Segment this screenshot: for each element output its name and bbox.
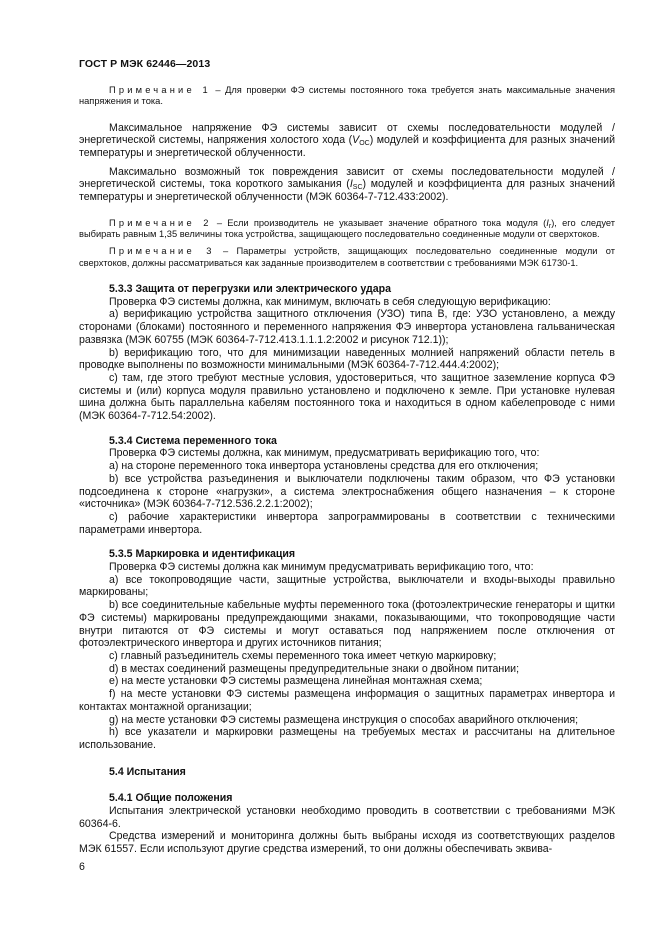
note-3-text: – Параметры устройств, защищающих последовательно соединенные модули от сверхтоков, должны рассматриваться как заданные производителем в соответствии с требованиями МЭК 61730-1. [79, 246, 616, 268]
section-heading-5-4: 5.4 Испытания [109, 765, 186, 778]
note-1 [79, 85, 615, 108]
symbol-i: I [349, 178, 353, 191]
symbol-i: I [546, 217, 549, 228]
symbol-v: V [352, 134, 360, 147]
paragraph-text: ) модулей и коэффициента для разных значений температуры и энергетической облученности (МЭК 60364-7-712.433:2002). [79, 178, 615, 204]
section-5-3-5-item-b: b) все соединительные кабельные муфты переменного тока (фотоэлектрические генераторы и щитки ФЭ системы) маркированы предупреждающими знаками, показывающими, что токопроводящие части внутри питаются от ФЭ системы и могут оставаться под напряжением после отключения от фотоэлектрического инвертора и других источников питания; [79, 599, 615, 650]
section-5-4-1-paragraph-2: Средства измерений и мониторинга должны быть выбраны исходя из соответствующих разделов МЭК 61557. Если используют другие средства измерений, то они должны обеспечивать эквива- [79, 830, 615, 856]
note-text: – Если производитель не указывает значение обратного тока модуля ( [211, 217, 547, 228]
section-heading-5-3-4: 5.3.4 Система переменного тока [109, 434, 277, 447]
section-5-3-5-intro: Проверка ФЭ системы должна как минимум предусматривать верификацию того, что: [109, 561, 534, 574]
paragraph-text: Максимальное напряжение ФЭ системы зависит от схемы последовательности модулей / энергетической системы, напряжения холостого хода ( [79, 121, 615, 147]
section-5-4-1-paragraph-1: Испытания электрической установки необходимо проводить в соответствии с требованиями МЭК 60364-6. [79, 805, 615, 830]
section-heading-5-3-3: 5.3.3 Защита от перегрузки или электрического удара [109, 283, 391, 295]
section-5-3-5-item-f: f) на месте установки ФЭ системы размещена информация о защитных параметрах инвертора и контактах монтажной организации; [79, 688, 615, 713]
note-1-text: – Для проверки ФЭ системы постоянного тока требуется знать максимальные значения напряжения и тока. [79, 85, 616, 107]
section-5-3-3-intro: Проверка ФЭ системы должна, как минимум, включать в себя следующую верификацию: [109, 295, 551, 308]
section-5-3-5-item-a: а) все токопроводящие части, защитные устройства, выключатели и входы-выходы правильно маркированы; [79, 573, 615, 599]
paragraph-text: Максимально возможный ток повреждения зависит от схемы последовательности модулей / энергетической системы, тока короткого замыкания ( [79, 165, 615, 191]
symbol-subscript: OC [359, 140, 370, 148]
note-text: ), его следует выбирать равным 1,35 величины тока устройства, защищающего последовательно соединенные модули от сверхтоков. [79, 217, 615, 240]
section-5-3-4-intro: Проверка ФЭ системы должна, как минимум, предусматривать верификацию того, что: [109, 447, 540, 460]
note-2-label: Примечание 2 [109, 217, 212, 228]
section-heading-5-4-1: 5.4.1 Общие положения [109, 792, 233, 805]
section-5-3-5-item-d: d) в местах соединений размещены предупредительные знаки о двойном питании; [109, 662, 520, 675]
section-5-3-4-item-a: а) на стороне переменного тока инвертора установлены средства для его отключения; [109, 460, 539, 473]
page-content [79, 85, 615, 856]
section-5-3-3-item-b: b) верификацию того, что для минимизации наведенных молнией напряжений области петель в проводке выполнены по возможности минимальными (МЭК 60364-7-712.444.4:2002); [79, 346, 615, 372]
note-2 [79, 218, 615, 241]
note-3-label: Примечание 3 [109, 246, 215, 257]
section-5-3-5-item-e: e) на месте установки ФЭ системы размещена линейная монтажная схема; [109, 675, 483, 688]
note-3 [79, 246, 615, 269]
paragraph-max-current [79, 166, 615, 204]
note-1-label: Примечание 1 [109, 85, 211, 95]
paragraph-max-voltage [79, 122, 615, 160]
section-5-3-5-item-c: c) главный разъединитель схемы переменного тока имеет четкую маркировку; [109, 649, 497, 662]
section-5-3-3-item-a: а) верификацию устройства защитного отключения (УЗО) типа В, где: УЗО установлено, а между сторонами (блоками) постоянного и переменного напряжения ФЭ инвертора установлена гальваническая развязка (МЭК 60755 (МЭК 60364-7-712.413.1.1.1.2:2002 и рисунок 712.1)); [79, 308, 615, 346]
symbol-subscript: SC [352, 184, 363, 192]
section-5-3-5-item-g: g) на месте установки ФЭ системы размещена инструкция о способах аварийного отключения; [109, 713, 579, 726]
section-5-3-3-item-c: c) там, где этого требуют местные условия, удостовериться, что защитное заземление корпуса ФЭ системы и (или) корпуса модуля правильно установлено и подключено к земле. При установке нулевая шина должна быть параллельна кабелям постоянного тока и находиться в одном кабелепроводе с ними (МЭК 60364-7-712.54:2002). [79, 371, 615, 423]
paragraph-text: ) модулей и коэффициента для разных значений температуры и энергетической облученности. [79, 134, 615, 159]
section-heading-5-3-5: 5.3.5 Маркировка и идентификация [109, 548, 296, 561]
symbol-subscript: r [548, 222, 552, 230]
section-5-3-5-item-h: h) все указатели и маркировки размещены на требуемых местах и рассчитаны на длительное использование. [79, 726, 615, 751]
page-number: 6 [79, 861, 85, 873]
section-5-3-4-item-c: c) рабочие характеристики инвертора запрограммированы в соответствии с техническими параметрами инвертора. [79, 510, 615, 536]
section-5-3-4-item-b: b) все устройства разъединения и выключатели подключены таким образом, что ФЭ установки подсоединена к стороне «нагрузки», а система электроснабжения общего назначения – к стороне «источника» (МЭК 60364-7-712.536.2.2.1:2002); [79, 472, 615, 511]
document-header: ГОСТ Р МЭК 62446—2013 [79, 58, 211, 70]
